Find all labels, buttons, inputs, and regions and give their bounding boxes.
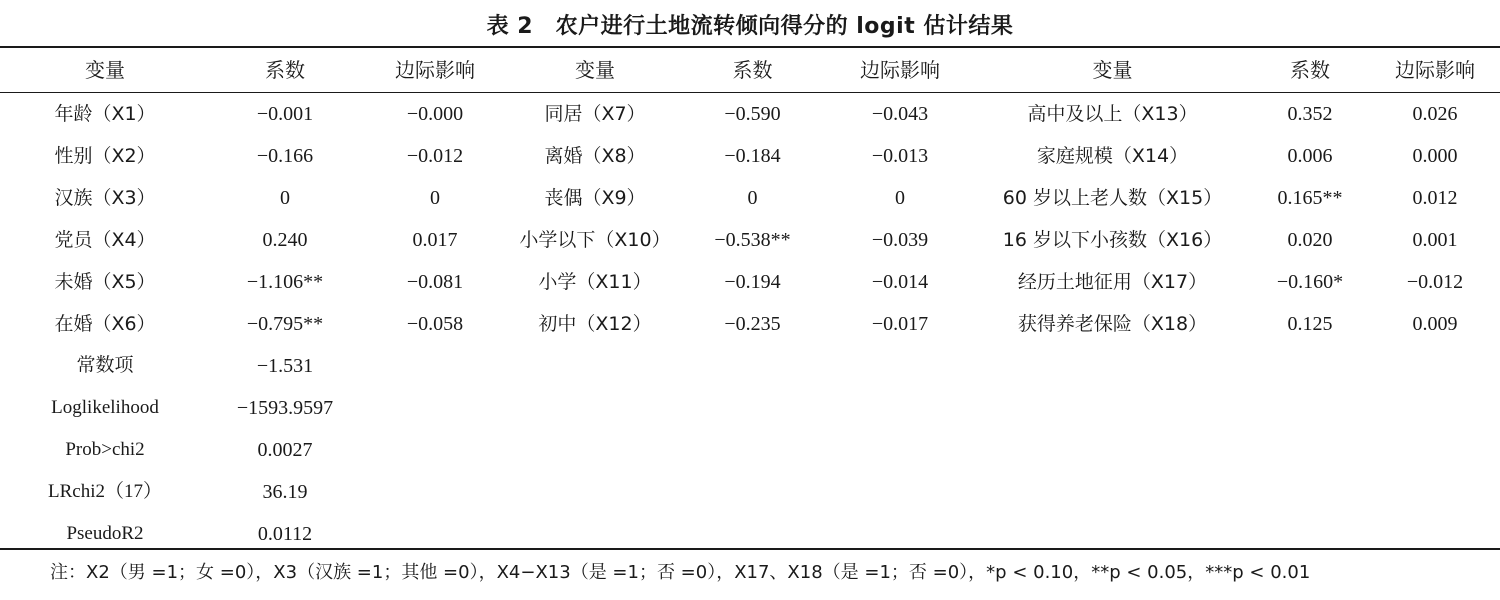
table-cell-coefficient: −0.160* [1276, 271, 1344, 293]
table-cell-marginal: −0.039 [871, 229, 929, 251]
table-cell-coefficient: 0.125 [1287, 313, 1333, 335]
table-cell-variable: 未婚（X5） [54, 271, 156, 293]
table-cell-variable: 高中及以上（X13） [1027, 103, 1198, 125]
table-cell-coefficient: 0.240 [262, 229, 308, 251]
stat-value-loglikelihood: −1593.9597 [236, 397, 334, 419]
bottom-rule [0, 548, 1500, 550]
table-cell-coefficient: 0.006 [1287, 145, 1333, 167]
stat-label-lr-chi2: LRchi2（17） [48, 481, 162, 502]
stat-value-pseudo-r2: 0.0112 [257, 523, 313, 545]
table-cell-marginal: −0.012 [1406, 271, 1464, 293]
table-cell-variable: 汉族（X3） [54, 187, 156, 209]
table-cell-variable: 年龄（X1） [54, 103, 156, 125]
stat-label-prob-chi2: Prob>chi2 [65, 439, 145, 460]
table-cell-marginal: −0.017 [871, 313, 929, 335]
table-cell-marginal: −0.014 [871, 271, 929, 293]
table-cell-variable: 16 岁以下小孩数（X16） [1002, 229, 1223, 251]
table-cell-coefficient: −0.538** [714, 229, 791, 251]
table-cell-coefficient: −0.235 [724, 313, 781, 335]
header-variable-3: 变量 [1092, 58, 1133, 82]
table-cell-marginal: −0.012 [406, 145, 464, 167]
table-cell-variable: 丧偶（X9） [544, 187, 646, 209]
table-cell-coefficient: −0.194 [724, 271, 781, 293]
header-marginal-effect-1: 边际影响 [395, 58, 475, 82]
stat-value-prob-chi2: 0.0027 [257, 439, 313, 461]
stat-label-constant: 常数项 [76, 355, 134, 376]
table-cell-variable: 性别（X2） [54, 145, 156, 167]
table-cell-coefficient: −1.106** [246, 271, 324, 293]
table-cell-coefficient: 0 [280, 187, 290, 209]
table-cell-coefficient: −0.001 [256, 103, 314, 125]
table-cell-variable: 小学以下（X10） [519, 229, 671, 251]
table-body [0, 93, 1500, 555]
header-marginal-effect-3: 边际影响 [1395, 58, 1475, 82]
table-cell-coefficient: −0.795** [246, 313, 324, 335]
table-header [0, 49, 1500, 92]
table-cell-variable: 经历土地征用（X17） [1017, 271, 1208, 293]
table-cell-coefficient: 0.165** [1277, 187, 1343, 209]
table-cell-marginal: −0.058 [406, 313, 464, 335]
stat-value-lr-chi2: 36.19 [262, 481, 308, 503]
table-cell-marginal: −0.081 [406, 271, 464, 293]
table-note: 注：X2（男 =1；女 =0），X3（汉族 =1；其他 =0），X4−X13（是 =1；否 =0），X17、X18（是 =1；否 =0），*p < 0.10，**p < 0.05，***p < 0.01 [50, 562, 1311, 583]
table-cell-coefficient: 0 [747, 187, 758, 209]
table-cell-variable: 家庭规模（X14） [1036, 145, 1189, 167]
table-cell-marginal: 0.001 [1412, 229, 1458, 251]
table-cell-variable: 获得养老保险（X18） [1017, 313, 1208, 335]
header-coefficient-1: 系数 [265, 58, 305, 82]
table-cell-variable: 小学（X11） [538, 271, 652, 293]
header-coefficient-3: 系数 [1290, 58, 1330, 82]
table-cell-marginal: 0.026 [1412, 103, 1458, 125]
table-cell-variable: 在婚（X6） [54, 313, 156, 335]
table-cell-marginal: 0 [430, 187, 440, 209]
table-cell-variable: 同居（X7） [544, 103, 646, 125]
header-coefficient-2: 系数 [732, 58, 773, 82]
stat-value-constant: −1.531 [256, 355, 314, 377]
table-cell-marginal: −0.000 [406, 103, 464, 125]
stat-label-pseudo-r2: PseudoR2 [66, 523, 144, 544]
table-cell-marginal: 0 [895, 187, 905, 209]
table-cell-marginal: 0.017 [412, 229, 458, 251]
table-cell-coefficient: −0.184 [724, 145, 781, 167]
header-variable-2: 变量 [575, 58, 615, 82]
table-cell-marginal: −0.013 [871, 145, 929, 167]
table-cell-coefficient: −0.590 [724, 103, 781, 125]
top-rule [0, 46, 1500, 48]
table-cell-coefficient: 0.352 [1287, 103, 1333, 125]
header-marginal-effect-2: 边际影响 [860, 58, 940, 82]
table-cell-coefficient: 0.020 [1287, 229, 1333, 251]
table-caption: 表 2 农户进行土地流转倾向得分的 logit 估计结果 [486, 14, 1014, 39]
table-cell-variable: 党员（X4） [54, 229, 156, 251]
table-cell-marginal: −0.043 [871, 103, 929, 125]
table-cell-coefficient: −0.166 [256, 145, 314, 167]
table-cell-variable: 60 岁以上老人数（X15） [1002, 187, 1223, 209]
table-cell-marginal: 0.000 [1412, 145, 1458, 167]
stat-label-loglikelihood: Loglikelihood [51, 397, 159, 418]
table-cell-variable: 离婚（X8） [544, 145, 646, 167]
table-cell-marginal: 0.009 [1412, 313, 1458, 335]
header-variable-1: 变量 [85, 58, 125, 82]
table-cell-marginal: 0.012 [1412, 187, 1458, 209]
table-cell-variable: 初中（X12） [538, 313, 652, 335]
